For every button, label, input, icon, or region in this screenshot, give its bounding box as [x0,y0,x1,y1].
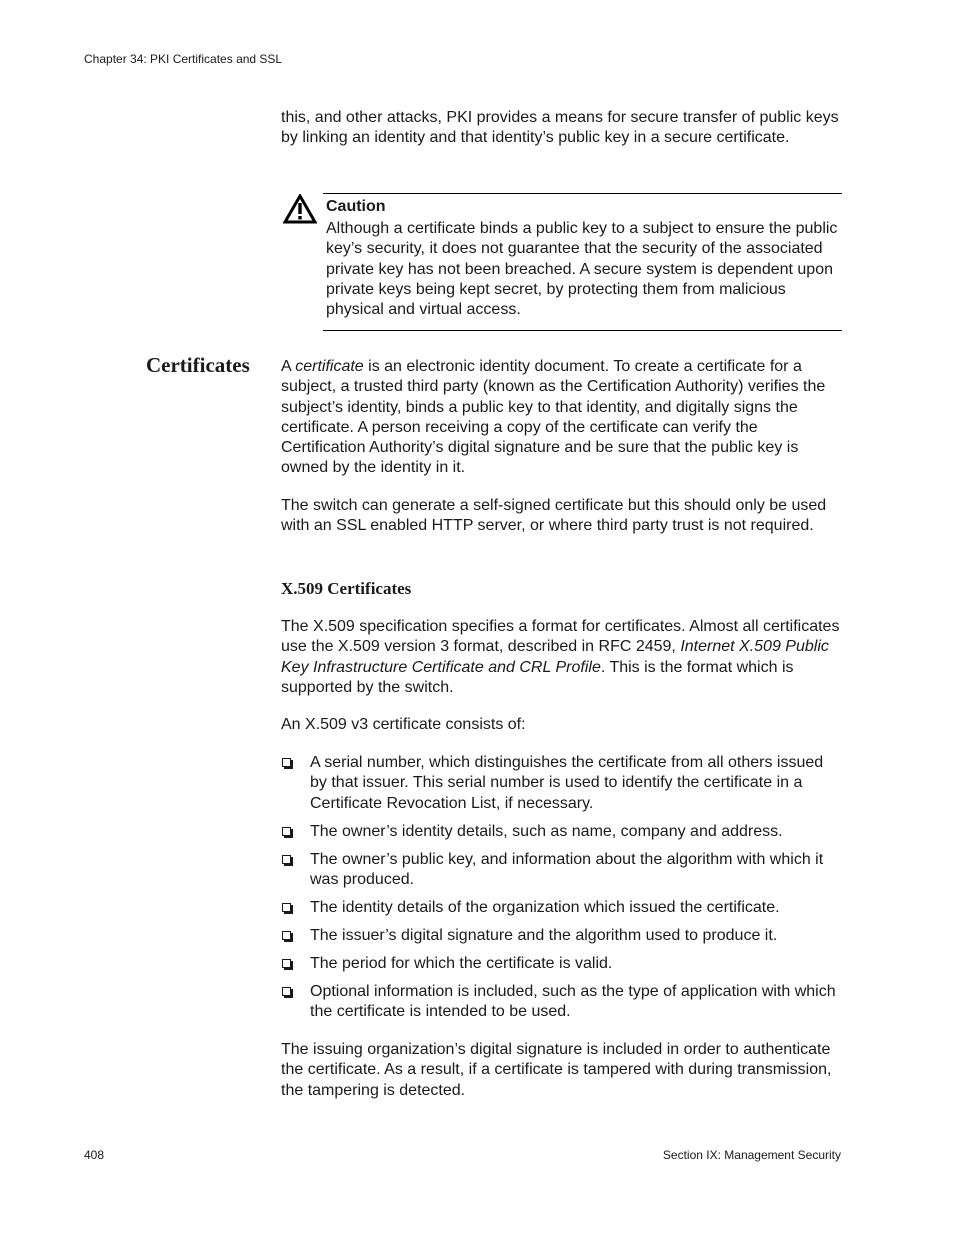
p1-rest: is an electronic identity document. To create a certificate for a subject, a trusted third party (known as the Certification Authority) verifies the subject’s identity, binds a public key to that identity, and digitally signs the certificate. A person receiving a copy of the certificate can verify the Certification Authority’s digital signature and be sure that the public key is owned by the identity in it. [281,358,826,477]
list-item [281,982,843,1023]
checkbox-bullet-icon [282,987,291,996]
checkbox-bullet-icon [282,931,291,940]
x509-spec-paragraph [281,617,843,698]
x509-consists-paragraph: An X.509 v3 certificate consists of: [281,716,526,733]
list-item [281,898,843,918]
list-item-text: The owner’s identity details, such as name, company and address. [310,822,783,840]
checkbox-bullet-icon [282,903,291,912]
running-header: Chapter 34: PKI Certificates and SSL [84,52,283,66]
list-item [281,753,843,814]
certificate-definition-paragraph [281,357,843,479]
list-item [281,822,843,842]
checkbox-bullet-icon [282,959,291,968]
list-item-text: A serial number, which distinguishes the certificate from all others issued by that issuer. This serial number is used to identify the certificate in a Certificate Revocation List, if necessary. [310,754,824,812]
x509-components-list [281,753,843,1030]
list-item-text: The issuer’s digital signature and the algorithm used to produce it. [310,926,778,944]
self-signed-paragraph: The switch can generate a self-signed certificate but this should only be used with an SSL enabled HTTP server, or where third party trust is not required. [281,497,827,535]
caution-text: Although a certificate binds a public key to a subject to ensure the public key’s security, it does not guarantee that the security of the associated private key has not been breached. A secure system is dependent upon private keys being kept secret, by protecting them from malicious physical and virtual access. [326,220,838,319]
checkbox-bullet-icon [282,827,291,836]
checkbox-bullet-icon [282,855,291,864]
p3-lead: The X.509 specification specifies a format for certificates. Almost all certificates use the X.509 version 3 format, described in RFC 2459, [281,618,840,656]
warning-triangle-icon [283,194,317,224]
page-number: 408 [84,1148,105,1162]
list-item-text: The period for which the certificate is valid. [310,954,613,972]
p3-reference-title: Internet X.509 Public Key Infrastructure Certificate and CRL Profile [281,638,829,676]
list-item [281,850,843,891]
caution-title: Caution [326,198,386,215]
list-item [281,926,843,946]
list-item-text: The owner’s public key, and information about the algorithm with which it was produced. [310,850,824,888]
x509-heading: X.509 Certificates [281,579,412,598]
running-footer-section: Section IX: Management Security [662,1148,841,1162]
p1-term: certificate [295,358,364,375]
checkbox-bullet-icon [282,758,291,767]
caution-box [323,193,842,331]
list-item-text: The identity details of the organization which issued the certificate. [310,898,780,916]
intro-paragraph: this, and other attacks, PKI provides a means for secure transfer of public keys by linking an identity and that identity’s public key in a secure certificate. [281,109,839,147]
signature-paragraph: The issuing organization’s digital signature is included in order to authenticate the certificate. As a result, if a certificate is tampered with during transmission, the tampering is detected. [281,1041,832,1099]
p3-rest: . This is the format which is supported by the switch. [281,658,794,696]
list-item-text: Optional information is included, such as the type of application with which the certificate is intended to be used. [310,982,836,1021]
p1-lead: A [281,358,296,375]
list-item [281,954,843,974]
section-title-certificates: Certificates [146,353,250,377]
